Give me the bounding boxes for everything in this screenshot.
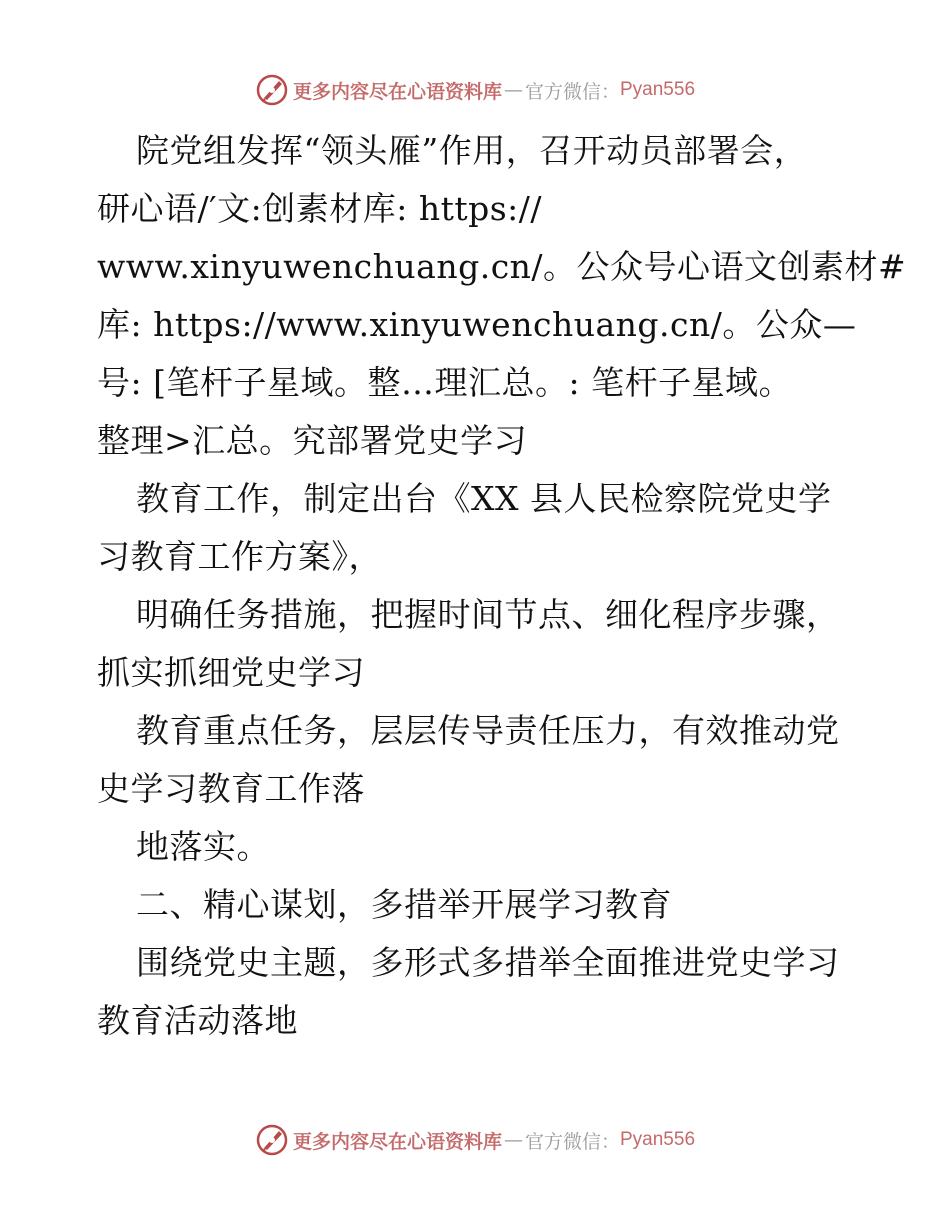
footer-banner — [0, 1120, 950, 1160]
banner-separator: — — [503, 1129, 523, 1151]
banner-brand-text: 更多内容尽在心语资料库 — [292, 1130, 502, 1153]
banner-separator: — — [503, 79, 523, 101]
body-line: 史学习教育工作落 — [97, 769, 365, 808]
body-line: 教育工作，制定出台《XX 县人民检察院党史学 — [136, 479, 832, 518]
body-line: 教育活动落地 — [97, 1001, 298, 1040]
body-line: 地落实。 — [136, 827, 270, 866]
banner-brand-text: 更多内容尽在心语资料库 — [292, 80, 502, 103]
header-banner — [0, 70, 950, 110]
body-line: 院党组发挥“领头雁”作用，召开动员部署会， — [136, 131, 808, 170]
body-line: 教育重点任务，层层传导责任压力，有效推动党 — [136, 711, 840, 750]
body-line: 明确任务措施，把握时间节点、细化程序步骤， — [136, 595, 840, 634]
quill-logo-icon — [255, 73, 289, 107]
body-line: 习教育工作方案》， — [97, 537, 382, 576]
banner-wechat-id: Pyan556 — [620, 1129, 696, 1150]
document-body — [97, 122, 907, 1050]
body-line: 库: https://www.xinyuwenchuang.cn/。公众— — [97, 305, 857, 344]
body-line: 号: [笔杆子星域。整…理汇总。: 笔杆子星域。 — [97, 363, 793, 402]
banner-wechat-label: 官方微信： — [524, 80, 620, 103]
body-line: 围绕党史主题，多形式多措举全面推进党史学习 — [136, 943, 840, 982]
body-line: www.xinyuwenchuang.cn/。公众号心语文创素材# — [97, 247, 907, 286]
quill-logo-icon — [255, 1123, 289, 1157]
body-line: 抓实抓细党史学习 — [97, 653, 365, 692]
banner-wechat-id: Pyan556 — [620, 79, 696, 100]
body-line: 研心语/′文:创素材库: https:// — [97, 189, 543, 228]
section-heading: 二、精心谋划，多措举开展学习教育 — [136, 885, 672, 924]
banner-wechat-label: 官方微信： — [524, 1130, 620, 1153]
body-line: 整理>汇总。究部署党史学习 — [97, 421, 528, 460]
